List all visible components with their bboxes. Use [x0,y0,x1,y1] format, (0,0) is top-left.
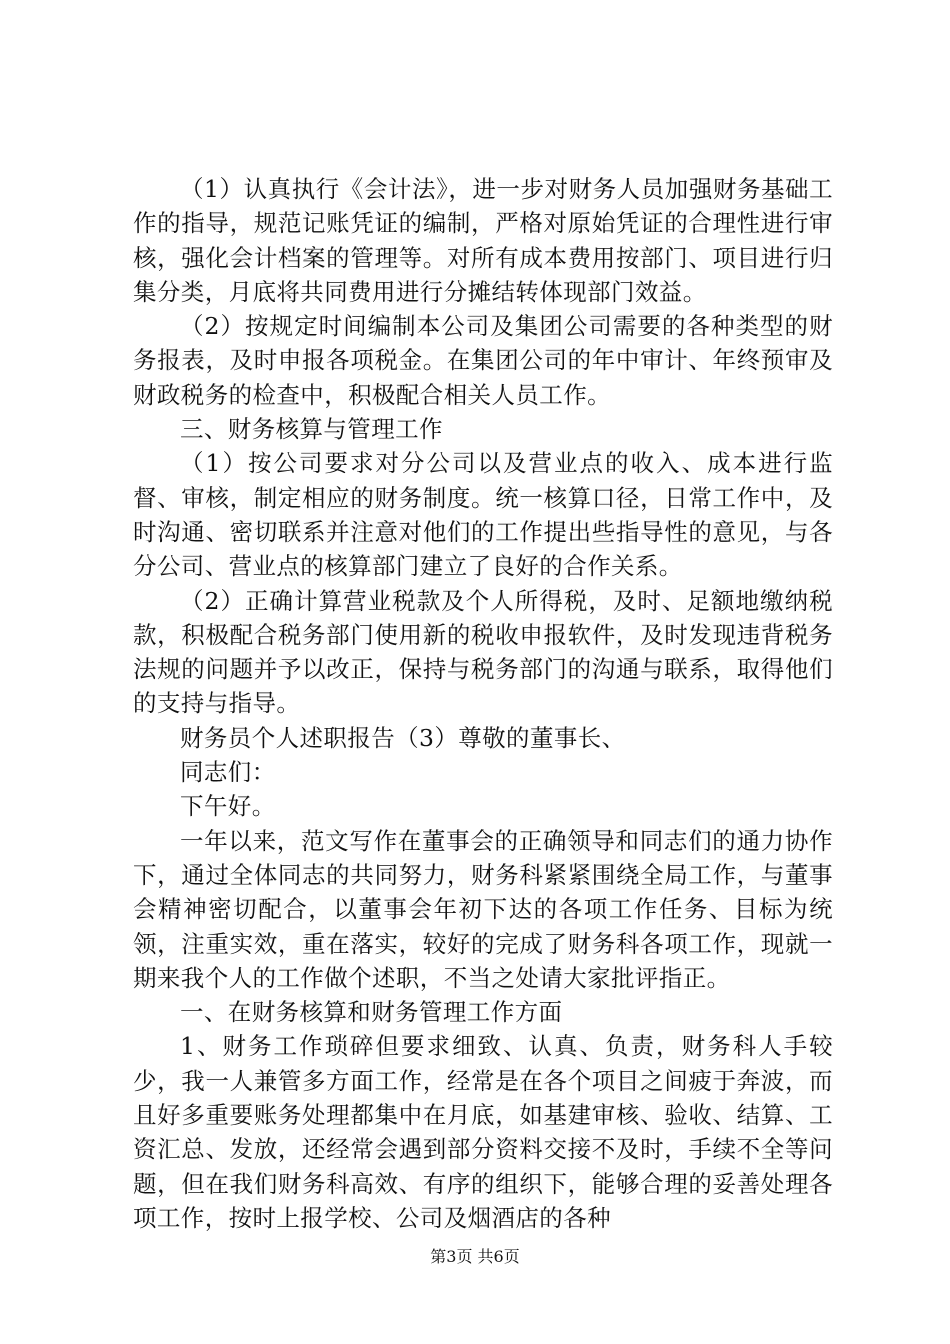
paragraph-4: （2）正确计算营业税款及个人所得税，及时、足额地缴纳税款，积极配合税务部门使用新的税收申报软件，及时发现违背税务法规的问题并予以改正，保持与税务部门的沟通与联系，取得他们的支持与指导。 [133,586,833,718]
paragraph-1: （1）认真执行《会计法》，进一步对财务人员加强财务基础工作的指导，规范记账凭证的编制，严格对原始凭证的合理性进行审核，强化会计档案的管理等。对所有成本费用按部门、项目进行归集分类，月底将共同费用进行分摊结转体现部门效益。 [133,175,833,306]
report-title-line: 财务员个人述职报告（3）尊敬的董事长、 [180,723,626,752]
section-heading-3: 三、财务核算与管理工作 [180,415,443,444]
document-body [133,172,833,1235]
greeting: 下午好。 [180,792,276,821]
page-number: 第3页 共6页 [430,1247,520,1266]
salutation: 同志们： [180,758,276,787]
section-heading-1: 一、在财务核算和财务管理工作方面 [180,998,563,1027]
paragraph-6: 1、财务工作琐碎但要求细致、认真、负责，财务科人手较少，我一人兼管多方面工作，经常是在各个项目之间疲于奔波，而且好多重要账务处理都集中在月底，如基建审核、验收、结算、工资汇总、发放，还经常会遇到部分资料交接不及时，手续不全等问题，但在我们财务科高效、有序的组织下，能够合理的妥善处理各项工作，按时上报学校、公司及烟酒店的各种 [133,1032,833,1232]
paragraph-2: （2）按规定时间编制本公司及集团公司需要的各种类型的财务报表，及时申报各项税金。在集团公司的年中审计、年终预审及财政税务的检查中，积极配合相关人员工作。 [133,312,833,409]
page-footer [0,1247,950,1267]
paragraph-3: （1）按公司要求对分公司以及营业点的收入、成本进行监督、审核，制定相应的财务制度。统一核算口径，日常工作中，及时沟通、密切联系并注意对他们的工作提出些指导性的意见，与各分公司、营业点的核算部门建立了良好的合作关系。 [133,449,833,581]
paragraph-5: 一年以来，范文写作在董事会的正确领导和同志们的通力协作下，通过全体同志的共同努力，财务科紧紧围绕全局工作，与董事会精神密切配合，以董事会年初下达的各项工作任务、目标为统领，注重实效，重在落实，较好的完成了财务科各项工作，现就一期来我个人的工作做个述职，不当之处请大家批评指正。 [133,826,833,992]
